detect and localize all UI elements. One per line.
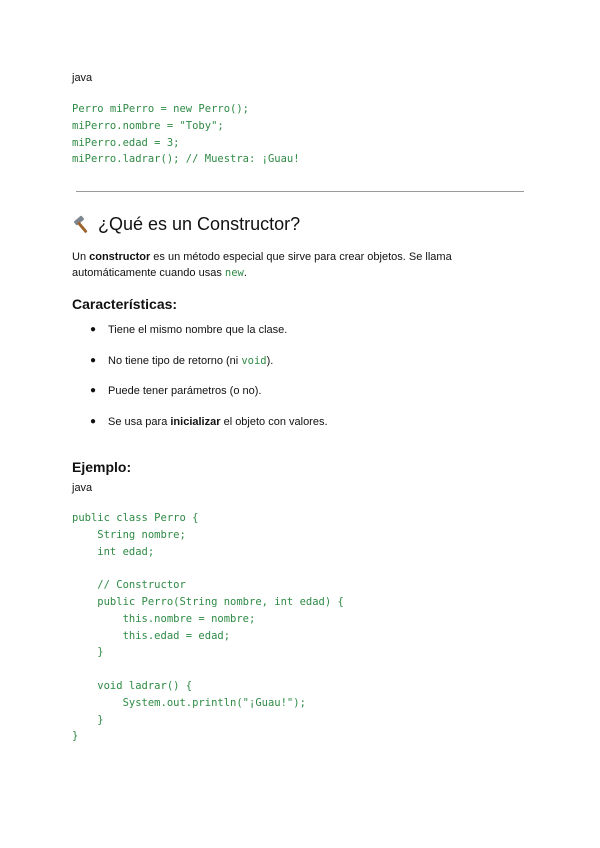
list-item-inline-code: void	[241, 354, 267, 367]
list-item-text	[108, 414, 328, 445]
list-item-text: Puede tener parámetros (o no).	[108, 385, 262, 397]
list-item-text: Tiene el mismo nombre que la clase.	[108, 324, 288, 336]
intro-text-start: Un	[72, 251, 90, 263]
horizontal-divider	[76, 191, 524, 192]
code-language-label: java	[72, 72, 93, 84]
intro-text-middle: es un método especial que sirve para crear objetos. Se llama automáticamente cuando usas	[72, 251, 452, 279]
features-heading: Características:	[72, 296, 178, 312]
features-list	[90, 322, 530, 444]
code-block-usage: Perro miPerro = new Perro(); miPerro.nombre = "Toby"; miPerro.edad = 3; miPerro.ladrar(); // Muestra: ¡Guau!	[72, 103, 300, 166]
bullet-icon: ●	[90, 354, 97, 366]
list-item-text-end: el objeto con valores.	[220, 415, 328, 428]
section-title: ¿Qué es un Constructor?	[98, 214, 301, 234]
intro-text-end: .	[243, 267, 247, 279]
list-item-text-end: ).	[266, 354, 274, 367]
bullet-icon: ●	[90, 385, 97, 396]
list-item	[90, 383, 530, 414]
intro-paragraph	[72, 249, 472, 281]
code-block-example: public class Perro { String nombre; int edad; // Constructor public Perro(String nombre, int edad) { this.nombre = nombre; this.edad = edad; } void ladrar() { System.out.println("¡Guau!"); } }	[72, 512, 344, 743]
list-item-bold: inicializar	[170, 415, 221, 428]
list-item-text	[108, 353, 273, 384]
intro-inline-code: new	[224, 267, 244, 279]
bullet-icon: ●	[90, 415, 97, 427]
bullet-icon: ●	[90, 324, 97, 335]
list-item-text-start: Se usa para	[108, 415, 171, 428]
code-language-label: java	[72, 482, 93, 494]
list-item-text-start: No tiene tipo de retorno (ni	[108, 354, 242, 367]
example-heading: Ejemplo:	[72, 459, 132, 475]
list-item	[90, 322, 530, 353]
list-item	[90, 414, 530, 445]
list-item	[90, 353, 530, 384]
section-heading	[72, 214, 300, 235]
hammer-icon	[72, 215, 92, 235]
intro-bold-term: constructor	[89, 251, 151, 263]
